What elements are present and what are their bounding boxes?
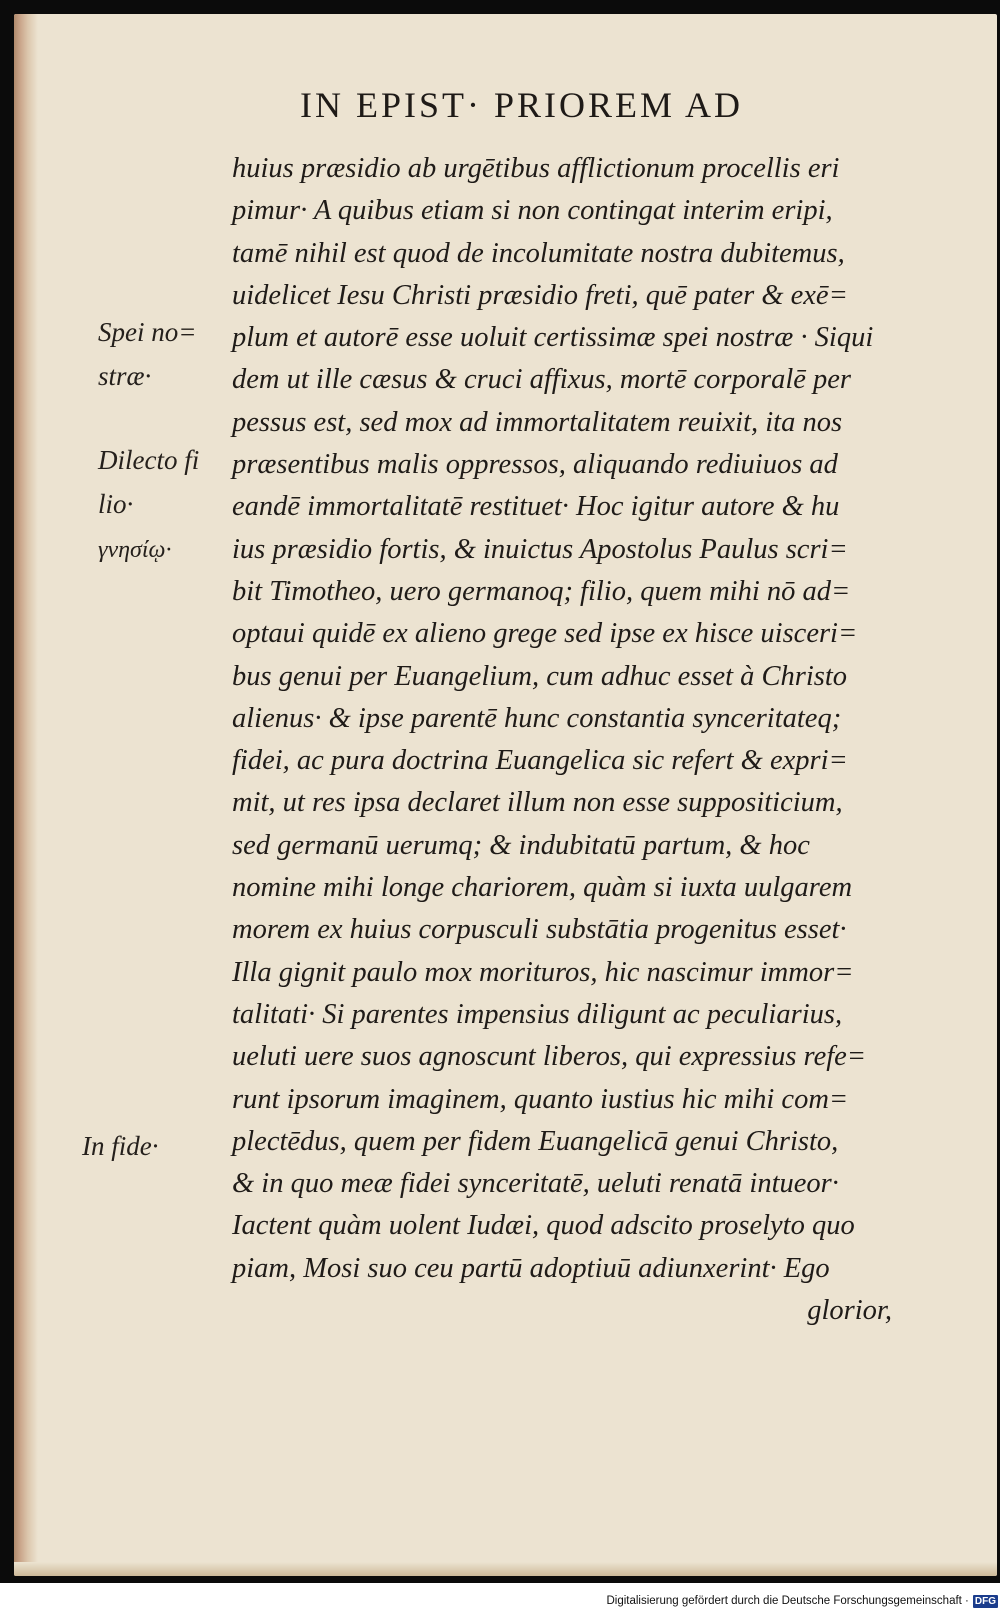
text-line: Iactent quàm uolent Iudæi, quod adscito proselyto quo bbox=[232, 1210, 855, 1242]
text-line: uidelicet Iesu Christi præsidio freti, quē pater & exē= bbox=[232, 279, 848, 311]
page-bottom-edge bbox=[14, 1562, 997, 1576]
text-line: tamē nihil est quod de incolumitate nostra dubitemus, bbox=[232, 237, 845, 269]
text-line: pessus est, sed mox ad immortalitatem reuixit, ita nos bbox=[232, 406, 843, 438]
text-line: fidei, ac pura doctrina Euangelica sic refert & expri= bbox=[232, 745, 848, 777]
text-line: præsentibus malis oppressos, aliquando rediuiuos ad bbox=[232, 449, 838, 481]
marginal-note-spei-1: Spei no= bbox=[98, 317, 197, 347]
text-line: bus genui per Euangelium, cum adhuc esset à Christo bbox=[232, 660, 848, 692]
text-line: pimur· A quibus etiam si non contingat interim eripi, bbox=[232, 195, 833, 227]
text-line: Illa gignit paulo mox morituros, hic nascimur immor= bbox=[232, 956, 854, 988]
text-line: huius præsidio ab urgētibus afflictionum procellis eri bbox=[232, 153, 840, 184]
text-line: ius præsidio fortis, & inuictus Apostolus Paulus scri= bbox=[232, 533, 848, 565]
text-line: optaui quidē ex alieno grege sed ipse ex hisce uisceri= bbox=[232, 618, 858, 650]
text-line: alienus· & ipse parentē hunc constantia synceritateq; bbox=[232, 702, 842, 734]
page-gutter-edge bbox=[14, 14, 38, 1576]
marginal-note-spei-2: stræ· bbox=[98, 361, 152, 391]
text-line: & in quo meæ fidei synceritatē, ueluti renatā intueor· bbox=[232, 1168, 839, 1200]
marginal-note-dilecto-2: lio· bbox=[98, 489, 134, 519]
main-text-block bbox=[232, 148, 912, 1332]
text-line: plectēdus, quem per fidem Euangelicā genui Christo, bbox=[232, 1125, 839, 1157]
marginal-note-dilecto-1: Dilecto fi bbox=[98, 445, 200, 475]
text-line: eandē immortalitatē restituet· Hoc igitur autore & hu bbox=[232, 491, 840, 523]
digitization-credit bbox=[606, 1591, 998, 1611]
text-line: plum et autorē esse uoluit certissimæ spei nostræ · Siqui bbox=[232, 322, 874, 354]
credit-text: Digitalisierung gefördert durch die Deutsche Forschungsgemeinschaft · bbox=[606, 1595, 969, 1607]
text-line: runt ipsorum imaginem, quanto iustius hic mihi com= bbox=[232, 1083, 849, 1115]
text-line: ueluti uere suos agnoscunt liberos, qui expressius refe= bbox=[232, 1041, 867, 1073]
catchword: glorior, bbox=[807, 1295, 892, 1327]
marginal-note-in-fide: In fide· bbox=[82, 1131, 159, 1161]
marginal-note-greek: γνησίῳ· bbox=[98, 537, 172, 563]
dfg-logo: DFG bbox=[974, 1595, 996, 1607]
text-line: morem ex huius corpusculi substātia progenitus esset· bbox=[232, 914, 847, 946]
text-line: nomine mihi longe chariorem, quàm si iuxta uulgarem bbox=[232, 872, 853, 904]
text-line: sed germanū uerumq; & indubitatū partum, & hoc bbox=[232, 829, 810, 861]
text-line: talitati· Si parentes impensius diligunt ac peculiarius, bbox=[232, 998, 843, 1030]
running-title: IN EPIST· PRIOREM AD bbox=[300, 85, 744, 125]
text-line: dem ut ille cæsus & cruci affixus, mortē corporalē per bbox=[232, 364, 851, 396]
text-line: mit, ut res ipsa declaret illum non esse suppositicium, bbox=[232, 787, 843, 819]
text-line: bit Timotheo, uero germanoq; filio, quem mihi nō ad= bbox=[232, 575, 851, 607]
text-line: piam, Mosi suo ceu partū adoptiuū adiunxerint· Ego bbox=[232, 1252, 830, 1284]
